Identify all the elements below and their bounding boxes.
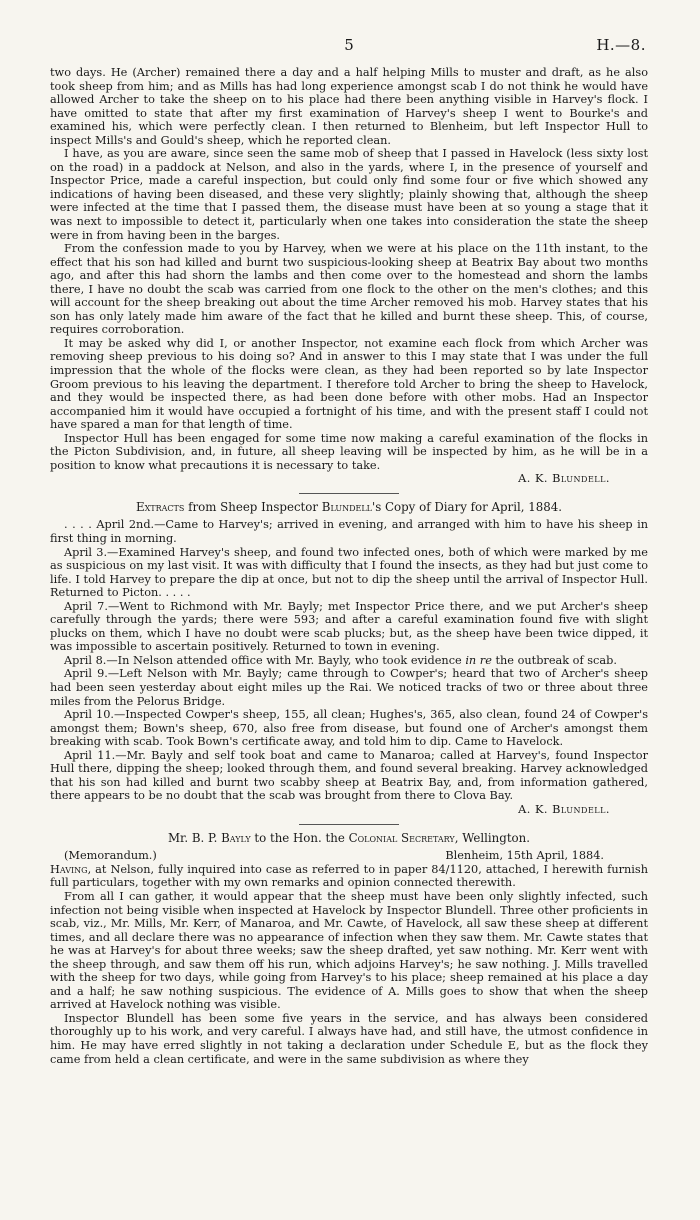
diary-entry bbox=[50, 654, 648, 668]
section-divider bbox=[299, 824, 399, 825]
place-date: Blenheim, 15th April, 1884. bbox=[445, 848, 604, 862]
heading-part: Blundell bbox=[321, 500, 372, 515]
paragraph: It may be asked why did I, or another Inspector, not examine each flock from which Archer was removing sheep previous to his doing so? And in answer to this I may state that I was under the full impression that the whole of the flocks were clean, as they had been reported so by late Inspector Groom previous to his leaving the department. I therefore told Archer to bring the sheep to Havelock, and they would be inspected there, as had been done before with other mobs. Had an Inspector accompanied him it would have occupied a fortnight of his time, and with the present staff I could not have spared a man for that length of time. bbox=[50, 336, 648, 432]
paragraph: From all I can gather, it would appear that the sheep must have been only slightly infected, such infection not being visible when inspected at Havelock by Inspector Blundell. Three other proficients in scab, viz., Mr. Mills, Mr. Kerr, of Manaroa, and Mr. Cawte, of Havelock, all saw these sheep at different times, and all declare there was no appearance of infection when they saw them. Mr. Cawte states that he was at Harvey's for about three weeks; saw the sheep drafted, yet saw nothing. Mr. Kerr went with the sheep through, and saw them off his run, which adjoins Harvey's; he saw nothing. J. Mills travelled with the sheep for two days, while going from Harvey's to his place; sheep remained at his place a day and a half; he saw nothing suspicious. The evidence of A. Mills goes to show that when the sheep arrived at Havelock nothing was visible. bbox=[50, 889, 648, 1012]
heading-part: 's Copy of Diary for April, 1884. bbox=[371, 500, 563, 515]
heading-part: Mr. B. P. bbox=[167, 830, 222, 845]
diary-extracts bbox=[50, 500, 648, 816]
diary-entry: April 11.—Mr. Bayly and self took boat and came to Manaroa; called at Harvey's, found Inspector Hull there, dipping the sheep; looked through them, and found several breaking. Harvey acknowledged that his son had killed and burnt two scabby sheep at Beatrix Bay, and, from information gathered, there appears to be no doubt that the scab was brought from there to Clova Bay. bbox=[50, 748, 648, 803]
heading-part: from Sheep Inspector bbox=[184, 500, 322, 515]
bayly-memorandum bbox=[50, 831, 648, 1066]
heading-part: , Wellington. bbox=[454, 830, 531, 845]
paragraph: Inspector Hull has been engaged for some time now making a careful examination of the flocks in the Picton Subdivision, and, in future, all sheep leaving will be inspected by him, as he will be in a position to know what precautions it is necessary to take. bbox=[50, 431, 648, 472]
section-heading bbox=[50, 500, 648, 515]
paragraph: I have, as you are aware, since seen the same mob of sheep that I passed in Havelock (less sixty lost on the road) in a paddock at Nelson, and also in the yards, where I, in the presence of yourself and Inspector Price, made a careful inspection, but could only find some four or five which showed any indications of having been diseased, and these very slightly; plainly showing that, although the sheep were infected at the time that I passed them, the disease must have been at so young a stage that it was next to impossible to detect it, particularly when one takes into consideration the state the sheep were in from having been in the barges. bbox=[50, 147, 648, 242]
paragraph bbox=[50, 863, 648, 890]
signature-surname: Blundell. bbox=[552, 802, 610, 816]
signature bbox=[50, 803, 648, 817]
heading-part: Colonial Secretary bbox=[348, 830, 455, 845]
heading-part: Bayly bbox=[221, 830, 251, 845]
paragraph-text: , at Nelson, fully inquired into case as referred to in paper 84/1120, attached, I herewith furnish full particulars, together with my own remarks and opinion connected therewith. bbox=[50, 862, 648, 890]
paragraph: Inspector Blundell has been some five years in the service, and has always been considered thoroughly up to his work, and very careful. I always have had, and still have, the utmost confidence in him. He may have erred slightly in not taking a declaration under Schedule E, but as the flock they came from held a clean certificate, and were in the same subdivision as where they bbox=[50, 1011, 648, 1066]
section-heading bbox=[50, 831, 648, 846]
paragraph: From the confession made to you by Harvey, when we were at his place on the 11th instant, to the effect that his son had killed and burnt two suspicious-looking sheep at Beatrix Bay about two months ago, and after this had shorn the lambs and then come over to the homestead and shorn the lambs there, I have no doubt the scab was carried from one flock to the other on the men's clothes; and this will account for the sheep breaking out about the time Archer removed his mob. Harvey states that his son has only lately made him aware of the fact that he killed and burnt these sheep. This, of course, requires corroboration. bbox=[50, 242, 648, 337]
memo-line bbox=[50, 849, 648, 863]
diary-entry: April 9.—Left Nelson with Mr. Bayly; came through to Cowper's; heard that two of Archer's sheep had been seen yesterday about eight miles up the Rai. We noticed tracks of two or three about three miles from the Pelorus Bridge. bbox=[50, 667, 648, 708]
blundell-report bbox=[50, 66, 648, 486]
signature-initials: A. K. bbox=[518, 802, 549, 816]
diary-entry: April 10.—Inspected Cowper's sheep, 155, all clean; Hughes's, 365, also clean, found 24 of Cowper's amongst them; Bown's sheep, 670, also free from disease, but found one of Archer's amongst them breaking with scab. Took Bown's certificate away, and told him to dip. Came to Havelock. bbox=[50, 708, 648, 749]
diary-entry: April 7.—Went to Richmond with Mr. Bayly; met Inspector Price there, and we put Archer's sheep carefully through the yards; there were 593; and after a careful examination found five with slight plucks on them, which I have no doubt were scab plucks; but, as the sheep have been twice dipped, it was impossible to ascertain positively. Returned to town in evening. bbox=[50, 599, 648, 654]
document-reference: H.—8. bbox=[596, 36, 646, 54]
heading-part: Extracts bbox=[135, 500, 185, 515]
diary-text: the outbreak of scab. bbox=[491, 653, 617, 667]
signature-surname: Blundell. bbox=[552, 472, 610, 486]
page-header bbox=[50, 36, 648, 66]
diary-entry: April 3.—Examined Harvey's sheep, and found two infected ones, both of which were marked by me as suspicious on my last visit. It was with difficulty that I found the insects, as they had but just come to life. I told Harvey to prepare the dip at once, but not to dip the sheep until the arrival of Inspector Hull. Returned to Picton. . . . . bbox=[50, 545, 648, 600]
section-divider bbox=[299, 493, 399, 494]
paragraph: two days. He (Archer) remained there a day and a half helping Mills to muster and draft, as he also took sheep from him; and as Mills has had long experience amongst scab I do not think he would have allowed Archer to take the sheep on to his place had there been anything visible in Harvey's flock. I have omitted to state that after my first examination of Harvey's sheep I went to Bourke's and examined his, which were perfectly clean. I then returned to Blenheim, but left Inspector Hull to inspect Mills's and Gould's sheep, which he reported clean. bbox=[50, 66, 648, 147]
signature bbox=[50, 472, 648, 486]
signature-initials: A. K. bbox=[518, 472, 549, 486]
heading-part: to the Hon. the bbox=[250, 830, 349, 845]
italic-text: in re bbox=[465, 653, 492, 667]
diary-entry: . . . . April 2nd.—Came to Harvey's; arrived in evening, and arranged with him to have his sheep in first thing in morning. bbox=[50, 518, 648, 545]
lead-word: Having bbox=[50, 862, 88, 876]
diary-text: April 8.—In Nelson attended office with Mr. Bayly, who took evidence bbox=[64, 653, 466, 667]
page-number: 5 bbox=[344, 36, 354, 54]
memo-label: (Memorandum.) bbox=[64, 848, 157, 862]
